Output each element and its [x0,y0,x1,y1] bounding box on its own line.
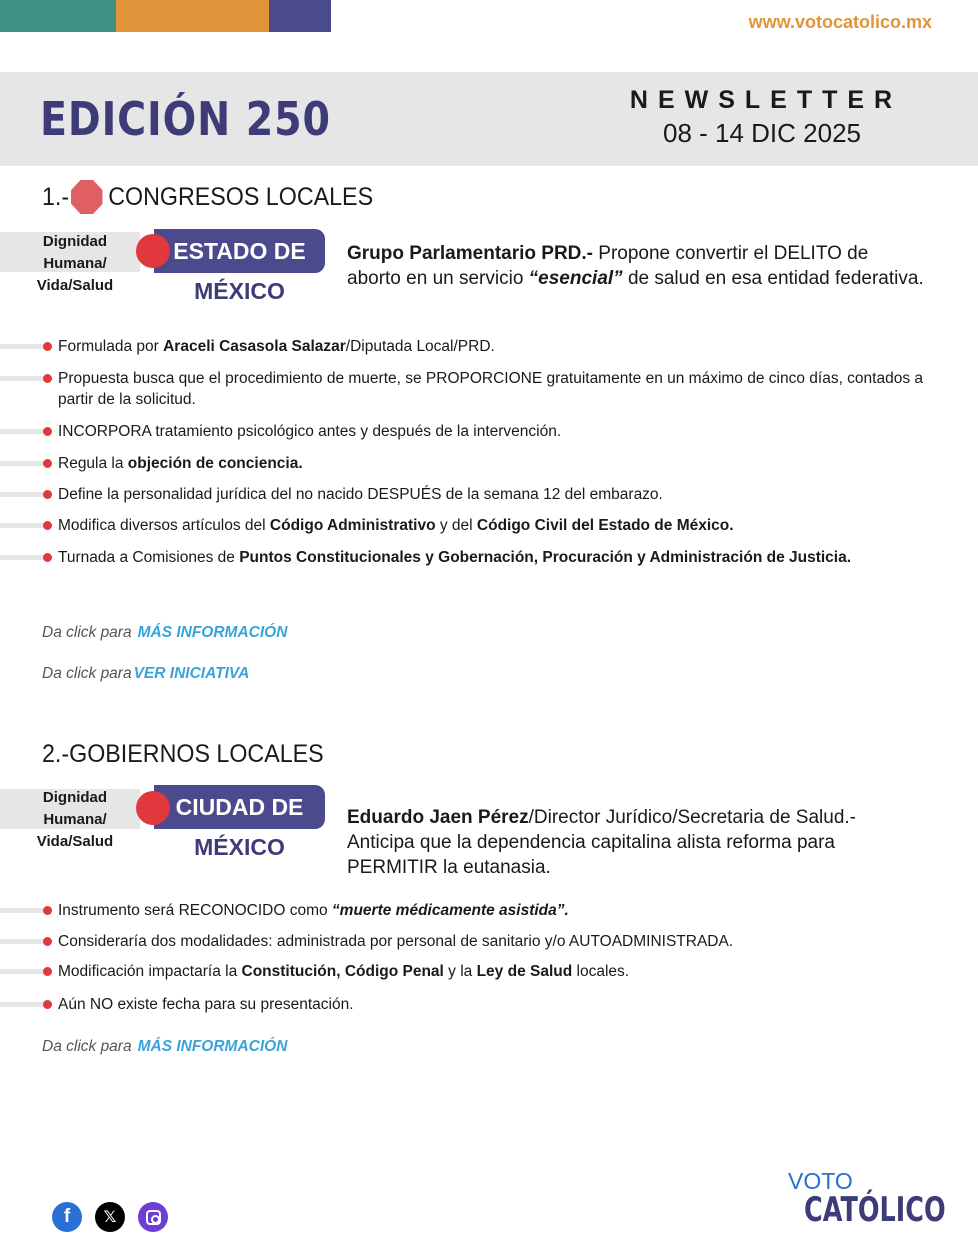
bullet-text: Modificación impactaría la [58,963,242,980]
bullet-dot-icon [43,553,52,562]
ver-iniciativa-link[interactable]: VER INICIATIVA [133,665,250,682]
bullet-lead [0,939,44,944]
logo-catolico: CATÓLICO [804,1190,946,1230]
red-dot-icon [136,791,170,825]
bullet-bold: objeción de conciencia. [127,455,303,472]
section-2-title [42,740,324,769]
bullet-text: Instrumento será RECONOCIDO como [58,902,332,919]
bullet-bold: Puntos Constitucionales y Gobernación, Procuración y Administración de Justicia. [239,549,852,566]
list-item [0,368,940,410]
section-1-summary [347,241,927,291]
mas-informacion-link[interactable]: MÁS INFORMACIÓN [137,624,288,641]
color-bar-teal [0,0,116,32]
bullet-dot-icon [43,374,52,383]
topic-line-3: Vida/Salud [36,833,114,850]
click-prefix: Da click para [42,624,132,641]
bullet-lead [0,523,44,528]
section-1-number: 1.- [42,182,70,211]
list-item [0,515,940,536]
color-bar-purple [269,0,331,32]
click-line [42,665,249,683]
summary-text: Propone convertir el DELITO de aborto en un servicio [347,243,869,289]
bullet-bold: Ley de Salud [476,963,573,980]
bullet-lead [0,555,44,560]
x-icon[interactable] [95,1202,125,1232]
summary-text: /Director Jurídico/Secretaria de Salud.- Anticipa que la dependencia capitalina alista reforma para PERMITIR la eutanasia. [347,807,856,878]
state-pill: CIUDAD DE [154,785,325,829]
bullet-text: y del [435,517,477,534]
mas-informacion-link[interactable]: MÁS INFORMACIÓN [137,1038,288,1055]
state-pill: ESTADO DE [154,229,325,273]
bullet-text: Define la personalidad jurídica del no nacido DESPUÉS de la semana 12 del embarazo. [58,486,663,503]
bullet-bold: Araceli Casasola Salazar [163,338,346,355]
bullet-text: locales. [572,963,630,980]
section-2-summary [347,805,907,880]
color-bar-orange [116,0,269,32]
summary-italic: “esencial” [528,268,623,289]
facebook-glyph: f [63,1206,71,1227]
list-item [0,453,940,474]
bullet-lead [0,969,44,974]
list-item [0,547,940,568]
topic-line-1: Dignidad [42,789,108,806]
state-subtitle: MÉXICO [194,278,285,304]
topic-line-2: Humana/ [43,811,107,828]
bullet-dot-icon [43,490,52,499]
bullet-dot-icon [43,1000,52,1009]
summary-bold: Grupo Parlamentario PRD.- [347,243,593,264]
list-item [0,421,940,442]
bullet-lead [0,376,44,381]
click-line [42,1038,287,1056]
click-prefix: Da click para [42,1038,132,1055]
red-dot-icon [136,234,170,268]
bullet-text: y la [443,963,477,980]
section-1-title-text: CONGRESOS LOCALES [108,182,374,211]
edition-title: EDICIÓN 250 [40,92,331,146]
state-subtitle: MÉXICO [194,834,285,860]
newsletter-dates: 08 - 14 DIC 2025 [662,118,861,148]
bullet-text: INCORPORA tratamiento psicológico antes y después de la intervención. [58,423,562,440]
click-prefix: Da click para [42,665,132,682]
click-line [42,624,287,642]
list-item [0,336,940,357]
bullet-dot-icon [43,906,52,915]
top-color-bars [0,0,331,32]
topic-label [20,787,130,853]
bullet-dot-icon [43,521,52,530]
bullet-bold: Constitución, Código Penal [241,963,444,980]
list-item [0,961,940,982]
bullet-bold: Código Administrativo [269,517,436,534]
bullet-dot-icon [43,967,52,976]
list-item [0,900,940,921]
bullet-text: Aún NO existe fecha para su presentación. [58,996,354,1013]
list-item [0,994,940,1015]
x-glyph: 𝕏 [103,1209,117,1226]
site-url-link[interactable]: www.votocatolico.mx [748,12,932,32]
logo-voto: VOTO [788,1168,853,1194]
topic-line-2: Humana/ [43,255,107,272]
bullet-dot-icon [43,459,52,468]
bullet-text: Consideraría dos modalidades: administrada por personal de sanitario y/o AUTOADMINISTRADA. [58,933,734,950]
section-2-title-text: 2.-GOBIERNOS LOCALES [42,740,324,768]
topic-line-1: Dignidad [42,233,108,250]
bullet-text: Formulada por [58,338,164,355]
facebook-icon[interactable] [52,1202,82,1232]
stop-sign-icon [71,180,103,214]
bullet-lead [0,492,44,497]
list-item [0,931,940,952]
section-1-title [42,180,373,214]
bullet-dot-icon [43,342,52,351]
bullet-dot-icon [43,937,52,946]
topic-label [20,231,130,297]
bullet-text: Turnada a Comisiones de [58,549,240,566]
bullet-dot-icon [43,427,52,436]
list-item [0,484,940,505]
bullet-lead [0,1002,44,1007]
summary-text-2: de salud en esa entidad federativa. [622,268,924,289]
bullet-text: Propuesta busca que el procedimiento de muerte, se PROPORCIONE gratuitamente en un máximo de cinco días, contados a partir de la solicitud. [58,370,924,408]
bullet-lead [0,461,44,466]
instagram-icon[interactable] [138,1202,168,1232]
topic-line-3: Vida/Salud [36,277,114,294]
bullet-bold: Código Civil del Estado de México. [476,517,734,534]
bullet-lead [0,344,44,349]
summary-bold: Eduardo Jaen Pérez [347,807,529,828]
bullet-lead [0,429,44,434]
bullet-lead [0,908,44,913]
instagram-glyph [146,1210,161,1225]
bullet-bold-italic: “muerte médicamente asistida”. [331,902,569,919]
bullet-text: Regula la [58,455,128,472]
bullet-text: /Diputada Local/PRD. [345,338,495,355]
newsletter-label: NEWSLETTER [629,86,903,114]
bullet-text: Modifica diversos artículos del [58,517,270,534]
